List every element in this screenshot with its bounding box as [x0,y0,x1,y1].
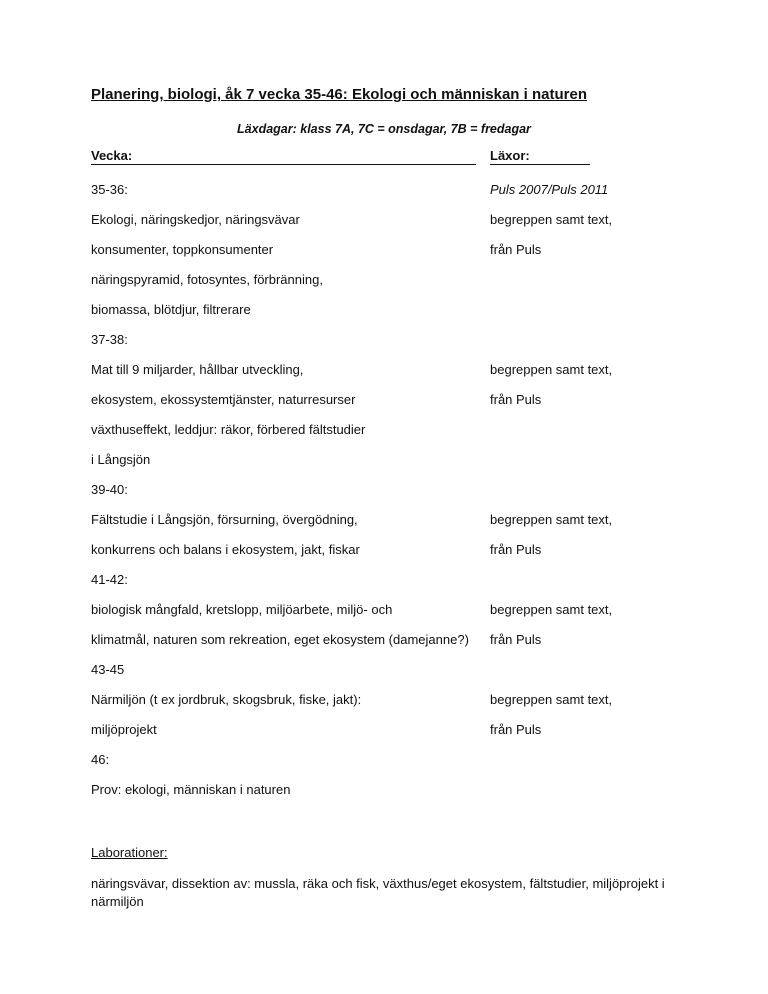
homework-column-header: Läxor: [490,148,590,165]
row-week-text: växthuseffekt, leddjur: räkor, förbered fältstudier [91,422,366,437]
row-week-text: ekosystem, ekossystemtjänster, naturresurser [91,392,356,407]
row-week-text: miljöprojekt [91,722,157,737]
table-row [0,571,768,589]
table-row [0,751,768,769]
table-row [0,421,768,439]
table-row [0,541,768,559]
table-row [0,631,768,649]
table-row [0,211,768,229]
row-homework-text: från Puls [490,632,542,647]
row-week-text: Prov: ekologi, människan i naturen [91,782,291,797]
table-row [0,601,768,619]
lab-text: näringsvävar, dissektion av: mussla, räka och fisk, växthus/eget ekosystem, fältstudier, miljöprojekt i närmiljön [91,876,665,909]
table-row [0,361,768,379]
homework-days-subtitle: Läxdagar: klass 7A, 7C = onsdagar, 7B = fredagar [237,122,531,136]
row-homework-text: begreppen samt text, [490,362,613,377]
row-week-text: konsumenter, toppkonsumenter [91,242,274,257]
table-row [0,391,768,409]
table-row [0,511,768,529]
week-column-header: Vecka: [91,148,476,165]
table-row [0,691,768,709]
row-week-text: biologisk mångfald, kretslopp, miljöarbete, miljö- och [91,602,393,617]
row-week-text: 41-42: [91,572,128,587]
row-week-text: 39-40: [91,482,128,497]
table-row [0,721,768,739]
row-week-text: konkurrens och balans i ekosystem, jakt, fiskar [91,542,360,557]
table-row [0,661,768,679]
row-homework-text: från Puls [490,392,542,407]
row-homework-text: begreppen samt text, [490,692,613,707]
row-homework-text: begreppen samt text, [490,602,613,617]
table-row [0,301,768,319]
table-row [0,451,768,469]
table-row [0,481,768,499]
table-row [0,271,768,289]
row-week-text: klimatmål, naturen som rekreation, eget ekosystem (damejanne?) [91,632,469,647]
row-week-text: Närmiljön (t ex jordbruk, skogsbruk, fiske, jakt): [91,692,362,707]
row-week-text: Fältstudie i Långsjön, försurning, övergödning, [91,512,358,527]
row-week-text: näringspyramid, fotosyntes, förbränning, [91,272,323,287]
row-homework-text: begreppen samt text, [490,512,613,527]
table-row [0,241,768,259]
row-week-text: 37-38: [91,332,128,347]
row-week-text: biomassa, blötdjur, filtrerare [91,302,251,317]
page-title: Planering, biologi, åk 7 vecka 35-46: Ekologi och människan i naturen [91,86,587,103]
row-homework-text: begreppen samt text, [490,212,613,227]
row-homework-text: från Puls [490,542,542,557]
row-week-text: Mat till 9 miljarder, hållbar utveckling, [91,362,304,377]
row-week-text: 46: [91,752,110,767]
table-row [0,181,768,199]
row-homework-text: från Puls [490,242,542,257]
row-homework-text: från Puls [490,722,542,737]
row-week-text: 35-36: [91,182,128,197]
table-row [0,331,768,349]
row-week-text: i Långsjön [91,452,151,467]
row-week-text: Ekologi, näringskedjor, näringsvävar [91,212,300,227]
lab-heading: Laborationer: [91,845,168,860]
row-week-text: 43-45 [91,662,125,677]
table-row [0,781,768,799]
row-homework-text: Puls 2007/Puls 2011 [490,182,609,197]
